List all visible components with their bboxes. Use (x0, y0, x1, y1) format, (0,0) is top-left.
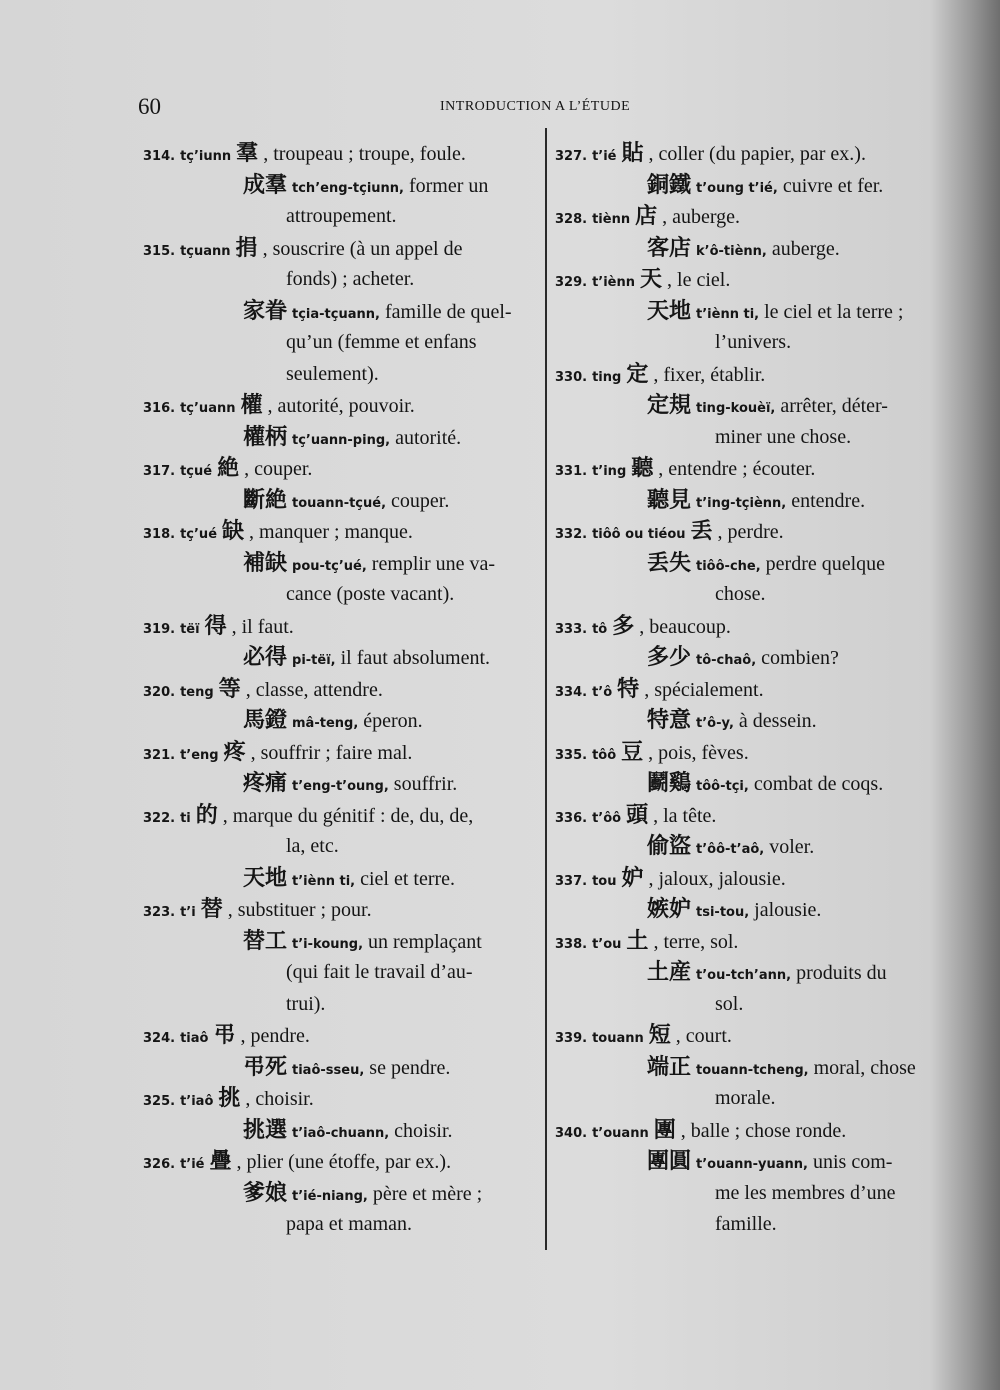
dictionary-entry-continuation (555, 1052, 950, 1084)
dictionary-entry-continuation (143, 1178, 537, 1210)
definition-text: il faut absolument. (340, 647, 491, 669)
entry-number: 334. (555, 684, 588, 700)
entry-number: 340. (555, 1125, 588, 1141)
chinese-characters: 頭 (626, 802, 649, 828)
definition-text: , coller (du papier, par ex.). (648, 143, 866, 165)
chinese-characters: 疼 (223, 739, 246, 765)
entry-number: 324. (143, 1031, 176, 1046)
dictionary-entry-continuation (143, 296, 537, 328)
entry-number: 323. (143, 905, 176, 920)
entry-number: 331. (555, 464, 588, 479)
definition-text: l’univers. (715, 331, 792, 353)
dictionary-entry-line (143, 1083, 537, 1115)
chinese-characters: 土 (626, 928, 649, 954)
definition-text: entendre. (791, 489, 866, 512)
dictionary-entry-continuation (143, 642, 537, 674)
dictionary-entry-line (143, 1020, 537, 1052)
definition-text: , pendre. (240, 1025, 310, 1047)
romanization: tçué (180, 464, 213, 479)
dictionary-entry-continuation (143, 1115, 537, 1147)
romanization: t’iaô-chuann, (292, 1125, 390, 1141)
dictionary-entry-line (555, 516, 950, 548)
romanization: t’ouann (592, 1125, 649, 1141)
chinese-characters: 土産 (647, 960, 692, 985)
chinese-characters: 替 (200, 897, 223, 922)
dictionary-entry-continuation (555, 989, 950, 1021)
definition-text: , jaloux, jalousie. (648, 867, 786, 890)
chinese-characters: 補缺 (243, 550, 288, 576)
definition-text: combien? (761, 647, 839, 669)
definition-text: famille de quel- (384, 300, 512, 323)
chinese-characters: 端正 (647, 1054, 692, 1080)
definition-text: sol. (715, 992, 744, 1015)
entry-number: 315. (143, 243, 176, 259)
right-column (555, 138, 950, 1241)
definition-text: , manquer ; manque. (249, 521, 413, 543)
chinese-characters: 天地 (647, 298, 692, 324)
dictionary-entry-line (555, 1115, 950, 1147)
chinese-characters: 等 (218, 676, 241, 702)
definition-text: moral, chose (813, 1056, 916, 1079)
romanization: tëï (180, 621, 200, 637)
chinese-characters: 爹娘 (243, 1180, 288, 1206)
definition-text: un remplaçant (368, 930, 482, 953)
dictionary-entry-continuation (143, 768, 537, 800)
romanization: t’iaô (180, 1094, 214, 1109)
definition-text: , la tête. (653, 804, 717, 827)
romanization: tou (592, 873, 617, 889)
entry-number: 335. (555, 747, 588, 763)
definition-text: perdre quelque (765, 552, 886, 575)
romanization: t’iènn ti, (292, 873, 356, 889)
definition-text: , spécialement. (644, 678, 764, 701)
romanization: tiènn (592, 212, 631, 227)
entry-number: 322. (143, 810, 176, 826)
dictionary-entry-continuation (555, 390, 950, 422)
definition-text: , marque du génitif : de, du, de, (222, 804, 474, 827)
chinese-characters: 權 (240, 393, 263, 418)
dictionary-entry-line (143, 233, 537, 265)
running-head: INTRODUCTION A L’ÉTUDE (440, 99, 631, 114)
chinese-characters: 丢失 (647, 550, 692, 576)
romanization: t’ouann-yuann, (696, 1157, 808, 1172)
definition-text: papa et maman. (286, 1213, 413, 1235)
romanization: tç’uann (180, 401, 236, 416)
chinese-characters: 疼痛 (243, 771, 288, 796)
definition-text: miner une chose. (715, 425, 852, 448)
romanization: t’i (180, 905, 196, 920)
definition-text: seulement). (286, 362, 379, 385)
definition-text: , il faut. (231, 615, 294, 638)
definition-text: autorité. (395, 426, 462, 449)
entry-number: 317. (143, 464, 176, 479)
dictionary-entry-line (555, 1020, 950, 1052)
romanization: t’i-koung, (292, 936, 364, 952)
entry-number: 338. (555, 936, 588, 952)
dictionary-entry-continuation (555, 1209, 950, 1241)
definition-text: père et mère ; (372, 1182, 483, 1205)
chinese-characters: 替工 (243, 928, 288, 954)
definition-text: le ciel et la terre ; (764, 300, 904, 323)
chinese-characters: 團 (653, 1117, 676, 1143)
chinese-characters: 多少 (647, 645, 692, 670)
definition-text: unis com- (812, 1151, 893, 1173)
dictionary-entry-continuation (555, 233, 950, 265)
chinese-characters: 嫉妒 (647, 897, 692, 922)
chinese-characters: 的 (195, 802, 218, 828)
definition-text: ciel et terre. (360, 867, 456, 890)
chinese-characters: 挑選 (243, 1117, 288, 1143)
romanization: t’ing-tçiènn, (696, 495, 787, 511)
definition-text: attroupement. (286, 205, 397, 227)
definition-text: voler. (769, 836, 815, 858)
left-column (143, 138, 537, 1241)
chinese-characters: 弔 (213, 1023, 236, 1048)
definition-text: , perdre. (717, 521, 784, 543)
entry-number: 332. (555, 527, 588, 542)
chinese-characters: 捐 (235, 235, 258, 261)
entry-number: 329. (555, 275, 588, 290)
chinese-characters: 團圓 (647, 1149, 692, 1174)
definition-text: arrêter, déter- (780, 395, 888, 417)
chinese-characters: 聽見 (647, 487, 692, 513)
column-divider (545, 128, 547, 1250)
chinese-characters: 天地 (243, 865, 288, 891)
page-number: 60 (138, 94, 161, 119)
romanization: t’ié (180, 1157, 205, 1172)
chinese-characters: 聽 (631, 456, 654, 481)
dictionary-entry-continuation (555, 642, 950, 674)
definition-text: choisir. (394, 1119, 453, 1142)
dictionary-entry-continuation (143, 264, 537, 296)
dictionary-entry-continuation (555, 548, 950, 580)
dictionary-entry-continuation (143, 201, 537, 233)
definition-text: , balle ; chose ronde. (680, 1119, 847, 1142)
chinese-characters: 絶 (217, 456, 240, 481)
definition-text: trui). (286, 992, 326, 1015)
entry-number: 327. (555, 149, 588, 164)
romanization: tçia-tçuann, (292, 306, 380, 322)
chinese-characters: 權柄 (243, 424, 288, 450)
dictionary-entry-line (143, 611, 537, 643)
romanization: t’ôô-t’aô, (696, 842, 765, 857)
chinese-characters: 挑 (218, 1086, 241, 1111)
definition-text: auberge. (771, 237, 840, 260)
romanization: tiôô-che, (696, 558, 761, 574)
definition-text: éperon. (363, 710, 423, 732)
definition-text: , le ciel. (667, 269, 731, 291)
entry-number: 328. (555, 212, 588, 227)
dictionary-entry-line (143, 453, 537, 485)
definition-text: , auberge. (662, 206, 741, 228)
entry-number: 318. (143, 527, 176, 542)
romanization: t’ôô (592, 810, 622, 826)
dictionary-entry-continuation (143, 485, 537, 517)
dictionary-entry-continuation (143, 831, 537, 863)
entry-number: 319. (143, 621, 176, 637)
dictionary-entry-continuation (555, 894, 950, 926)
definition-text: famille. (715, 1213, 777, 1235)
definition-text: la, etc. (286, 835, 339, 857)
chinese-characters: 羣 (236, 141, 259, 166)
romanization: mâ-teng, (292, 716, 359, 731)
romanization: tôô (592, 747, 617, 763)
dictionary-entry-line (555, 926, 950, 958)
romanization: touann-tçué, (292, 495, 387, 511)
definition-text: , souffrir ; faire mal. (250, 741, 413, 764)
chinese-characters: 特意 (647, 708, 692, 733)
romanization: touann-tcheng, (696, 1062, 809, 1078)
dictionary-entry-continuation (143, 170, 537, 202)
dictionary-entry-line (555, 863, 950, 895)
definition-text: me les membres d’une (715, 1181, 896, 1204)
chinese-characters: 短 (648, 1023, 671, 1048)
dictionary-entry-continuation (555, 705, 950, 737)
chinese-characters: 疊 (209, 1149, 232, 1174)
romanization: t’eng (180, 747, 219, 763)
definition-text: se pendre. (369, 1056, 451, 1079)
entry-number: 316. (143, 401, 176, 416)
definition-text: couper. (391, 489, 450, 512)
romanization: t’ié-niang, (292, 1188, 368, 1204)
romanization: k’ô-tiènn, (696, 243, 767, 259)
definition-text: , substituer ; pour. (227, 899, 372, 921)
romanization: tiaô (180, 1031, 209, 1046)
entry-number: 321. (143, 747, 176, 763)
romanization: tç’ué (180, 527, 218, 542)
romanization: tiaô-sseu, (292, 1062, 365, 1078)
dictionary-entry-continuation (143, 926, 537, 958)
dictionary-entry-line (143, 674, 537, 706)
entry-number: 336. (555, 810, 588, 826)
dictionary-entry-line (555, 674, 950, 706)
dictionary-entry-continuation (555, 327, 950, 359)
definition-text: , choisir. (245, 1088, 314, 1110)
definition-text: , terre, sol. (653, 930, 739, 953)
chinese-characters: 豆 (621, 739, 644, 765)
chinese-characters: 得 (204, 613, 227, 639)
dictionary-entry-line (143, 516, 537, 548)
definition-text: , couper. (244, 458, 313, 480)
chinese-characters: 弔死 (243, 1054, 288, 1080)
chinese-characters: 丢 (690, 519, 713, 544)
dictionary-entry-line (555, 800, 950, 832)
definition-text: cance (poste vacant). (286, 583, 455, 605)
chinese-characters: 偷盜 (647, 834, 692, 859)
romanization: t’ou-tch’ann, (696, 968, 792, 983)
chinese-characters: 多 (612, 613, 635, 639)
entry-number: 337. (555, 873, 588, 889)
definition-text: (qui fait le travail d’au- (286, 961, 473, 983)
romanization: pou-tç’ué, (292, 558, 367, 574)
romanization: ti (180, 810, 191, 826)
romanization: tçuann (180, 243, 231, 259)
definition-text: , troupeau ; troupe, foule. (263, 143, 466, 165)
chinese-characters: 馬鐙 (243, 708, 288, 733)
dictionary-entry-line (555, 611, 950, 643)
chinese-characters: 斷絶 (243, 487, 288, 513)
romanization: t’ié (592, 149, 617, 164)
romanization: tô-chaô, (696, 653, 757, 668)
dictionary-entry-continuation (555, 831, 950, 863)
definition-text: , classe, attendre. (245, 678, 383, 701)
entry-number: 330. (555, 369, 588, 385)
chinese-characters: 鬬鷄 (647, 771, 692, 796)
chinese-characters: 成羣 (243, 172, 288, 198)
entry-number: 320. (143, 684, 176, 700)
chinese-characters: 店 (635, 204, 658, 229)
dictionary-entry-continuation (143, 548, 537, 580)
dictionary-entry-line (143, 390, 537, 422)
definition-text: qu’un (femme et enfans (286, 331, 477, 353)
chinese-characters: 妒 (621, 865, 644, 891)
chinese-characters: 定規 (647, 393, 692, 418)
dictionary-entry-continuation (555, 957, 950, 989)
entry-number: 333. (555, 621, 588, 637)
definition-text: , fixer, établir. (653, 363, 766, 386)
chinese-characters: 定 (626, 361, 649, 387)
romanization: t’iènn ti, (696, 306, 760, 322)
romanization: tç’iunn (180, 149, 232, 164)
dictionary-entry-continuation (143, 327, 537, 359)
romanization: ting-kouèï, (696, 401, 776, 416)
definition-text: , plier (une étoffe, par ex.). (236, 1151, 452, 1173)
chinese-characters: 必得 (243, 645, 288, 670)
romanization: t’ô-y, (696, 716, 734, 731)
romanization: tsi-tou, (696, 905, 750, 920)
romanization: t’eng-t’oung, (292, 779, 389, 794)
definition-text: cuivre et fer. (782, 174, 884, 197)
chinese-characters: 銅鐵 (647, 172, 692, 198)
romanization: tôô-tçi, (696, 779, 749, 794)
definition-text: , autorité, pouvoir. (267, 395, 415, 417)
definition-text: , beaucoup. (639, 615, 731, 638)
dictionary-entry-line (143, 737, 537, 769)
definition-text: chose. (715, 583, 766, 605)
romanization: t’iènn (592, 275, 636, 290)
entry-number: 325. (143, 1094, 176, 1109)
dictionary-entry-continuation (555, 1178, 950, 1210)
definition-text: jalousie. (754, 899, 822, 921)
dictionary-entry-continuation (143, 422, 537, 454)
dictionary-entry-continuation (555, 296, 950, 328)
romanization: tch’eng-tçiunn, (292, 180, 404, 196)
definition-text: remplir une va- (371, 552, 496, 575)
definition-text: former un (408, 174, 489, 197)
dictionary-entry-line (143, 800, 537, 832)
dictionary-entry-line (555, 737, 950, 769)
dictionary-entry-continuation (143, 989, 537, 1021)
chinese-characters: 天 (640, 267, 663, 292)
entry-number: 339. (555, 1031, 588, 1046)
dictionary-entry-line (143, 138, 537, 170)
definition-text: , entendre ; écouter. (658, 458, 816, 480)
romanization: tç’uann-ping, (292, 432, 391, 448)
chinese-characters: 客店 (647, 235, 692, 261)
definition-text: , pois, fèves. (648, 741, 749, 764)
dictionary-entry-continuation (555, 1146, 950, 1178)
dictionary-entry-line (555, 453, 950, 485)
romanization: pi-tëï, (292, 653, 336, 668)
page-header (0, 94, 1000, 124)
definition-text: , court. (675, 1025, 732, 1047)
romanization: tiôô ou tiéou (592, 527, 686, 542)
dictionary-entry-line (143, 1146, 537, 1178)
romanization: tô (592, 621, 608, 637)
dictionary-entry-line (555, 138, 950, 170)
dictionary-entry-line (555, 264, 950, 296)
definition-text: produits du (796, 962, 887, 984)
dictionary-entry-continuation (143, 579, 537, 611)
romanization: t’ing (592, 464, 627, 479)
dictionary-entry-continuation (143, 863, 537, 895)
dictionary-entry-line (555, 359, 950, 391)
dictionary-entry-line (143, 894, 537, 926)
dictionary-entry-line (555, 201, 950, 233)
romanization: teng (180, 684, 214, 700)
dictionary-entry-continuation (143, 1209, 537, 1241)
definition-text: , souscrire (à un appel de (262, 237, 463, 260)
definition-text: à dessein. (738, 710, 817, 732)
dictionary-entry-continuation (555, 422, 950, 454)
entry-number: 326. (143, 1157, 176, 1172)
dictionary-entry-continuation (555, 768, 950, 800)
dictionary-entry-continuation (143, 957, 537, 989)
dictionary-entry-continuation (555, 485, 950, 517)
dictionary-entry-continuation (555, 170, 950, 202)
dictionary-entry-continuation (143, 705, 537, 737)
entry-number: 314. (143, 149, 176, 164)
definition-text: combat de coqs. (753, 773, 884, 795)
dictionary-entry-continuation (555, 1083, 950, 1115)
romanization: t’ou (592, 936, 622, 952)
romanization: t’oung t’ié, (696, 180, 778, 196)
chinese-characters: 缺 (222, 519, 245, 544)
definition-text: souffrir. (393, 773, 458, 795)
chinese-characters: 家眷 (243, 298, 288, 324)
chinese-characters: 貼 (621, 141, 644, 166)
dictionary-entry-continuation (143, 1052, 537, 1084)
chinese-characters: 特 (617, 676, 640, 702)
romanization: ting (592, 369, 622, 385)
dictionary-entry-continuation (143, 359, 537, 391)
romanization: touann (592, 1031, 644, 1046)
dictionary-entry-continuation (555, 579, 950, 611)
romanization: t’ô (592, 684, 613, 700)
definition-text: morale. (715, 1087, 776, 1109)
definition-text: fonds) ; acheter. (286, 268, 415, 290)
